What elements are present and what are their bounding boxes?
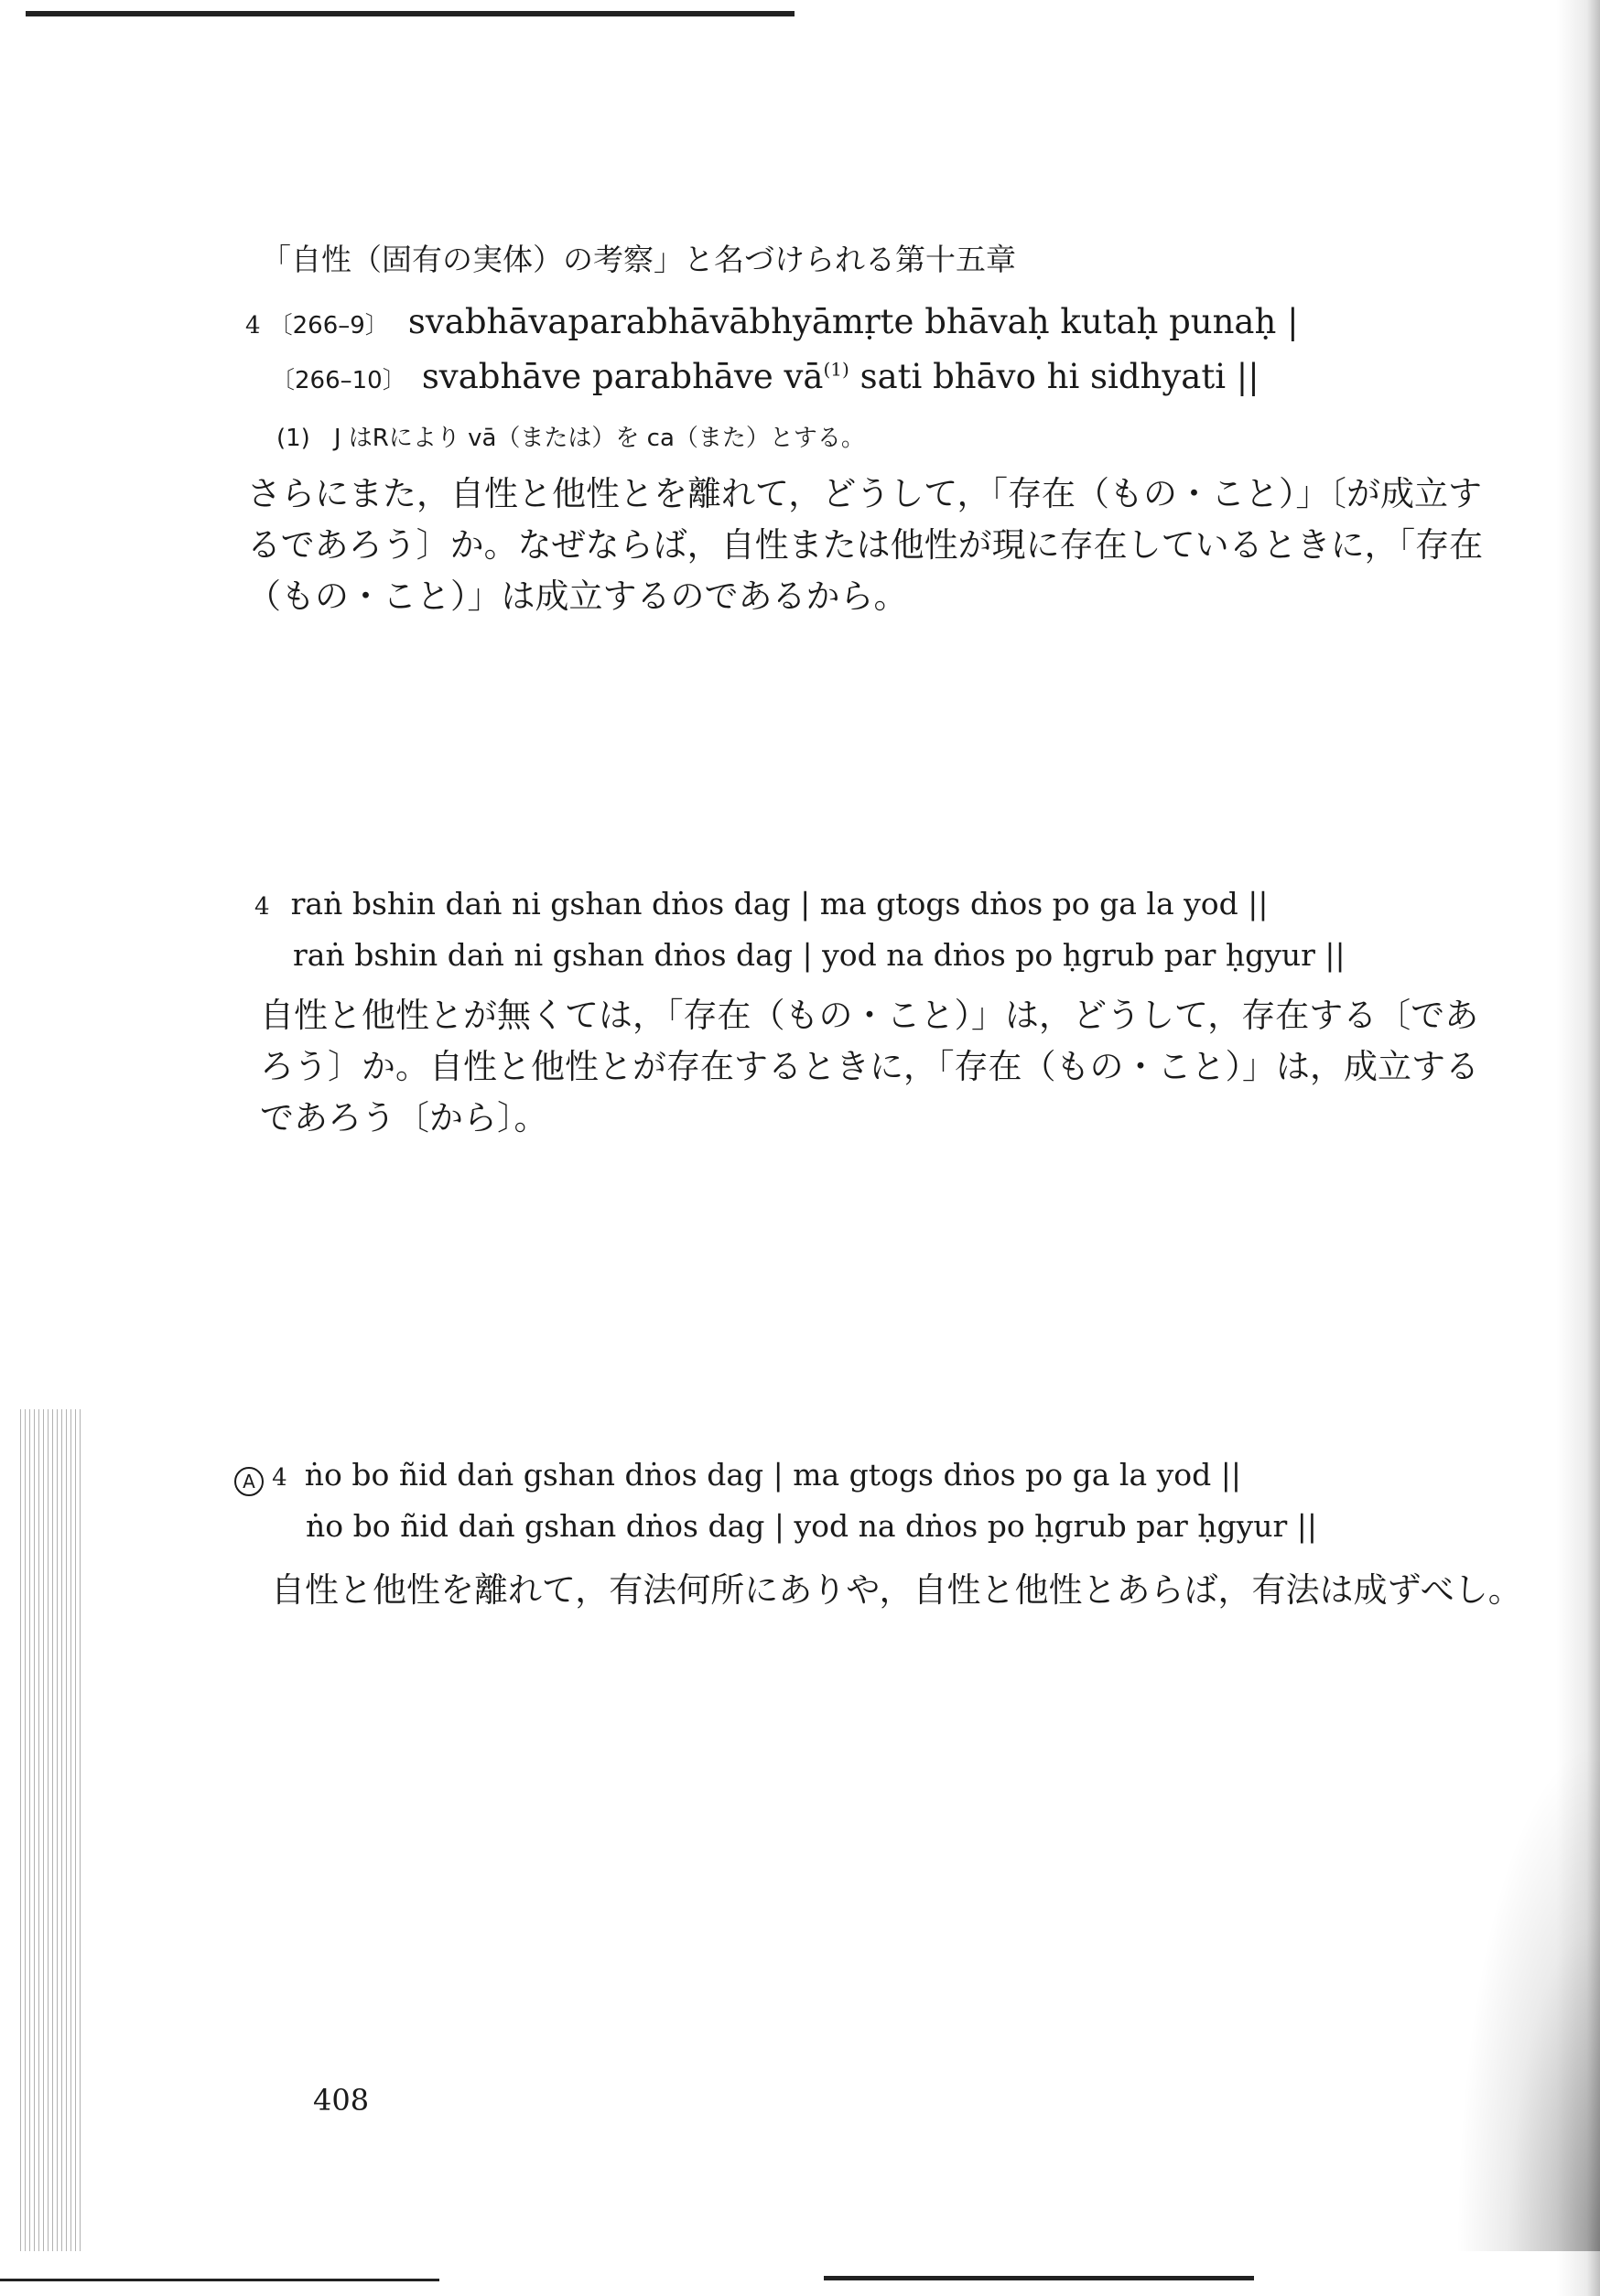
translation-line: であろう〔から〕。 xyxy=(260,1098,548,1137)
chinese-verse-text: ṅo bo ñid daṅ gshan dṅos dag | ma gtogs dṅos po ga la yod || xyxy=(304,1457,1241,1493)
sanskrit-verse-text-post: sati bhāvo hi sidhyati || xyxy=(849,357,1259,396)
bottom-rule-left xyxy=(0,2279,439,2281)
tibetan-translation xyxy=(260,990,1479,1144)
sanskrit-line-2 xyxy=(271,357,1259,396)
translation-line: 自性と他性とが無くては，「存在（もの・こと）」は，どうして，存在する〔であ xyxy=(260,996,1479,1035)
translation-line: さらにまた，自性と他性とを離れて，どうして，「存在（もの・こと）」〔が成立す xyxy=(247,474,1483,513)
circled-a-marker: A xyxy=(234,1467,264,1496)
left-scan-shadow xyxy=(20,1409,84,2251)
verse-number: 4 xyxy=(245,312,261,340)
verse-number: 4 xyxy=(254,893,270,921)
translation-line: （もの・こと）」は成立するのであるから。 xyxy=(247,577,908,616)
sanskrit-line-1 xyxy=(245,302,1299,341)
tibetan-line-1 xyxy=(254,886,1268,922)
tibetan-line-2: raṅ bshin daṅ ni gshan dṅos dag | yod na dṅos po ḥgrub par ḥgyur || xyxy=(293,937,1346,973)
footnote-marker: (1) xyxy=(823,358,849,381)
sanskrit-verse-text-pre: svabhāve parabhāve vā xyxy=(421,357,824,396)
bottom-rule-right xyxy=(824,2276,1254,2280)
sanskrit-verse-text: svabhāvaparabhāvābhyāmṛte bhāvaḥ kutaḥ punaḥ | xyxy=(407,302,1299,341)
page-number: 408 xyxy=(313,2083,370,2118)
bottom-right-scan-noise xyxy=(1455,1739,1600,2251)
line-reference: 〔266–10〕 xyxy=(271,367,406,394)
chapter-heading: 「自性（固有の実体）の考察」と名づけられる第十五章 xyxy=(261,242,1016,277)
chinese-translation: 自性と他性を離れて，有法何所にありや，自性と他性とあらば，有法は成ずべし。 xyxy=(271,1570,1522,1610)
chinese-line-1 xyxy=(234,1457,1241,1496)
line-reference: 〔266–9〕 xyxy=(268,312,389,340)
top-rule xyxy=(26,11,795,16)
sanskrit-translation xyxy=(247,469,1483,622)
sanskrit-verse-text xyxy=(422,357,1259,396)
verse-number: 4 xyxy=(272,1464,287,1492)
translation-line: るであろう〕か。なぜならば，自性または他性が現に存在しているときに，「存在 xyxy=(247,525,1484,565)
translation-line: ろう〕か。自性と他性とが存在するときに，「存在（もの・こと）」は，成立する xyxy=(260,1047,1479,1086)
footnote: (1) J はRにより vā（または）を ca（また）とする。 xyxy=(276,425,865,452)
tibetan-verse-text: raṅ bshin daṅ ni gshan dṅos dag | ma gtogs dṅos po ga la yod || xyxy=(290,886,1269,922)
chinese-line-2: ṅo bo ñid daṅ gshan dṅos dag | yod na dṅos po ḥgrub par ḥgyur || xyxy=(306,1508,1318,1544)
